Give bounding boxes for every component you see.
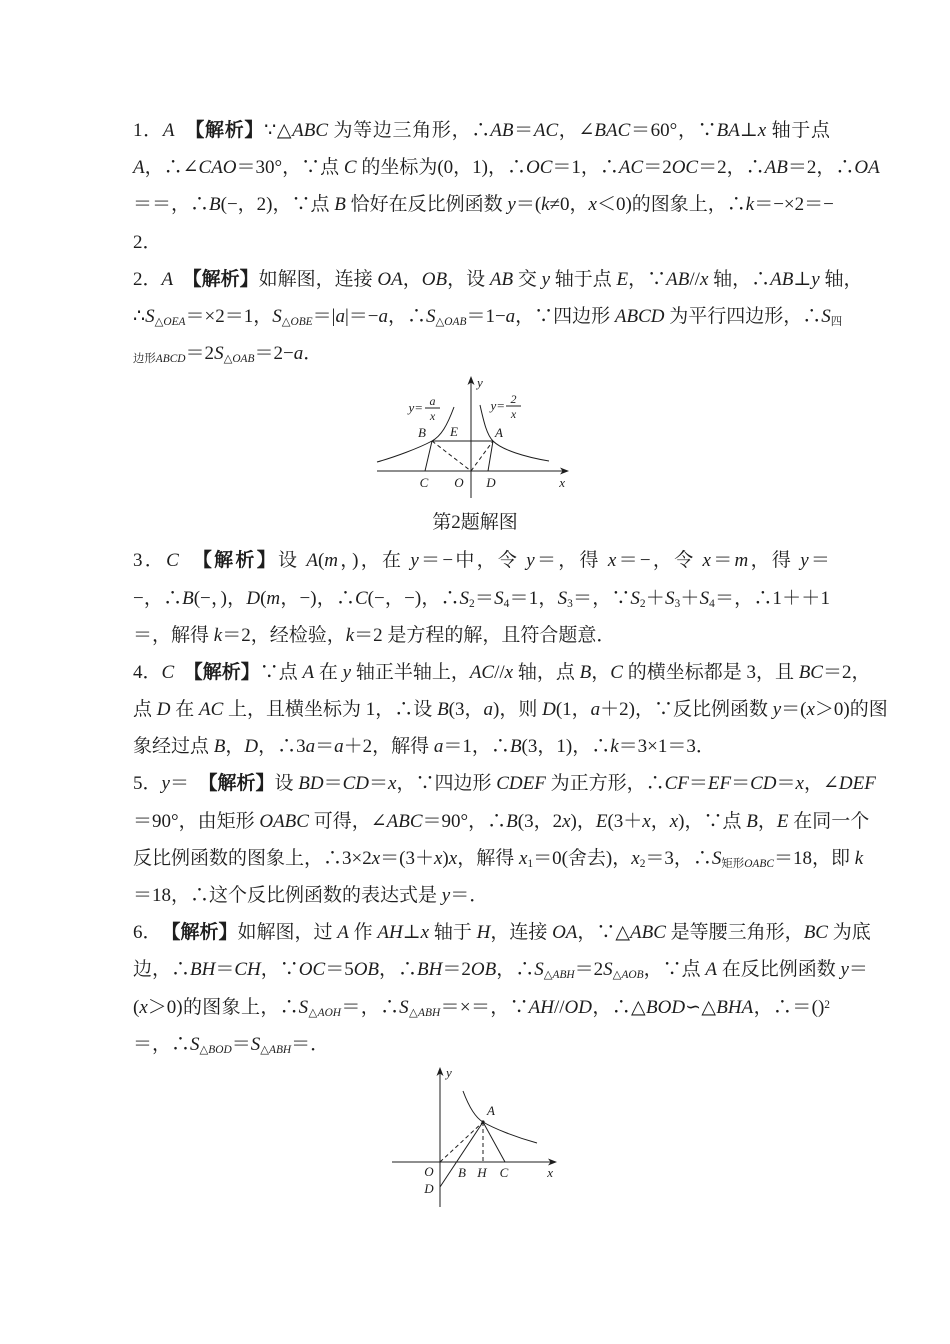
point-label-H: H [477,1164,487,1180]
point-label-A: A [487,1102,495,1118]
solution-line: 4．C 【解析】∵点 A 在 y 轴正半轴上，AC//x 轴，点 B，C 的横坐标都是 3，且 BC＝2， [133,661,871,683]
segment-OA-dashed [440,1122,483,1162]
solution-line: A，∴∠CAO＝30°，∵点 C 的坐标为(0，1)，∴OC＝1，∴AC＝2OC＝2，∴AB＝2，∴OA [133,157,880,179]
right-curve-equation-prefix: y= [490,398,505,414]
solution-line: 点 D 在 AC 上，且横坐标为 1，∴设 B(3，a)，则 D(1，a＋2)，∵反比例函数 y＝(x＞0)的图 [133,699,888,721]
solution-paragraph-5 [0,765,950,914]
solution-line: ＝，解得 k＝2，经检验，k＝2 是方程的解，且符合题意． [133,624,616,646]
figure1-coordinate-diagram [375,374,575,506]
point-label-C: C [499,1164,509,1180]
solution-paragraph-6 [0,914,950,1063]
top-margin [0,0,950,112]
segment-OA-dashed [471,441,493,471]
figure2-coordinate-diagram [385,1063,570,1213]
figure-problem2 [0,372,950,542]
y-axis-label: y [477,375,483,391]
point-A-dot [481,1120,484,1123]
figure1-caption: 第2题解图 [432,512,518,534]
point-label-D: D [486,475,496,491]
solution-line: $_{边形ABCD}=2S_{\triangle OAB}=2-a$． [133,343,323,365]
right-curve-equation-denominator: x [510,407,517,422]
solution-line: 6． 【解析】如解图，过 A 作 AH⊥x 轴于 H，连接 OA，∵△ABC 是等腰三角形，BC 为底 [133,922,871,944]
solutions-section-b [0,542,950,1063]
point-label-B: B [458,1164,466,1180]
segment-BC [425,441,432,471]
solutions-section-a [0,112,950,372]
solution-line: 3．C 【解析】设 A(m，)，在 y＝−中，令 y＝，得 x＝−，令 x＝m，得 y＝ [133,550,830,572]
solution-line: 象经过点 B，D，∴3a＝a＋2，解得 a＝1，∴B(3，1)，∴k＝3×1＝3． [133,736,715,758]
solution-line: ＝90°，由矩形 OABC 可得，∠ABC＝90°，∴B(3，2x)，E(3＋x，x)，∵点 B，E 在同一个 [133,810,870,832]
right-curve-equation-numerator: 2 [510,392,517,407]
solution-paragraph-1 [0,112,950,261]
x-axis-label: x [559,475,565,491]
solution-line: 2．A 【解析】如解图，连接 OA，OB，设 AB 交 y 轴于点 E，∵AB//x 轴，∴AB⊥y 轴， [133,268,863,290]
solution-line: 1．A 【解析】∵△ABC 为等边三角形，∴AB＝AC，∠BAC＝60°，∵BA⊥x 轴于点 [133,120,830,141]
solution-paragraph-4 [0,654,950,766]
solution-line: 边，∴BH＝CH，∵OC＝5OB，∴BH＝2OB，$\therefore S_{\triangle ABH}=2S_{\triangle AOB}$，∵点 A 在反比例函数 y＝ [133,959,868,982]
solution-line: $\therefore S_{\triangle OEA}=\times 2=1$，$S_{\triangle OBE}=|a|=-a$，$\therefore S_{\triangle OAB}=1-a$，∵四边形 ABCD 为平行四边形，$\therefore S_四$ [133,305,843,328]
left-curve-equation-denominator: x [429,409,436,424]
y-axis-label: y [446,1064,452,1080]
left-curve-equation-numerator: a [429,394,436,409]
solution-line: 反比例函数的图象上，∴3×2x＝(3＋x)x，解得 $x_1=0$(舍去)，$x_2=3$，$\therefore S_{矩形OABC}=18$，即 k [133,847,864,870]
point-label-O: O [454,475,464,491]
point-label-C: C [419,475,429,491]
solution-line: ＝，$\therefore S_{\triangle BOD}=S_{\triangle ABH}=$． [133,1033,330,1056]
x-axis-label: x [547,1164,553,1180]
solution-line: ＝18，∴这个反比例函数的表达式是 y＝． [133,885,489,906]
hyperbola-left-branch [377,407,454,462]
solution-line: 2． [133,231,162,253]
point-label-E: E [450,424,458,440]
solution-line: −，∴B(−，)，D(m，−)，∴C(−，−)，$\therefore S_2=S_4=1$，$S_3=$，$\because S_2+S_3+S_4=$，∴1＋＋1 [133,587,830,610]
segment-BO-dashed [432,441,471,471]
solution-paragraph-3 [0,542,950,654]
solution-line: ＝＝，∴B(−，2)，∵点 B 恰好在反比例函数 y＝(k≠0，x＜0)的图象上，∴k＝−×2＝− [133,194,834,216]
solution-line: (x＞0)的图象上，$\therefore S_{\triangle AOH}=$，$\therefore S_{\triangle ABH}=\times=$，∵AH//OD，∴△BOD∽△BHA，∴＝()$^2$ [133,996,830,1019]
point-label-B: B [418,425,426,441]
left-curve-equation-prefix: y= [408,400,423,416]
segment-AD [488,441,493,471]
figure-problem6 [0,1063,950,1223]
point-label-A: A [495,425,503,441]
point-label-O: O [424,1163,434,1179]
solution-paragraph-2 [0,261,950,373]
solution-line: 5．y＝ 【解析】设 BD＝CD＝x，∵四边形 CDEF 为正方形，∴CF＝EF＝CD＝x，∠DEF [133,773,876,795]
point-label-D: D [424,1180,434,1196]
